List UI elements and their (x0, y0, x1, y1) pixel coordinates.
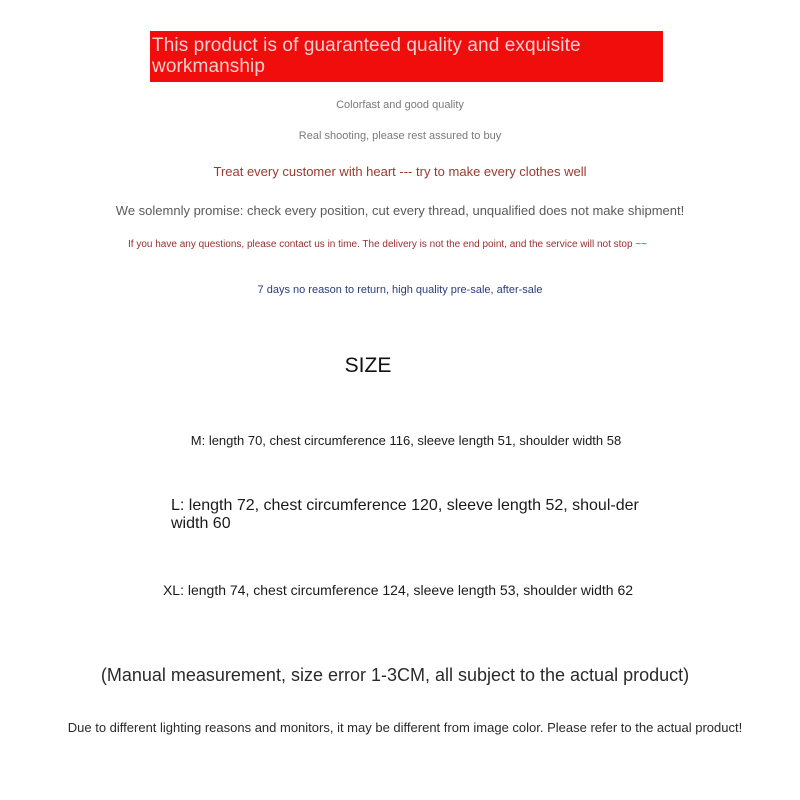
size-title: SIZE (344, 354, 392, 377)
real-shooting-text: Real shooting, please rest assured to buy (298, 130, 502, 142)
measurement-note: (Manual measurement, size error 1-3CM, all subject to the actual product) (100, 665, 690, 685)
contact-text: If you have any questions, please contact us in time. The delivery is not the end point, and the service will not stop ~~ (128, 239, 648, 250)
colorfast-text: Colorfast and good quality (336, 99, 464, 111)
size-xl-line: XL: length 74, chest circumference 124, sleeve length 53, shoulder width 62 (162, 582, 634, 598)
size-l-line: L: length 72, chest circumference 120, sleeve length 52, shoul-der width 60 (171, 497, 639, 532)
size-m-line: M: length 70, chest circumference 116, sleeve length 51, shoulder width 58 (190, 433, 622, 448)
treat-customer-text: Treat every customer with heart --- try to make every clothes well (213, 164, 587, 179)
return-policy-text: 7 days no reason to return, high quality pre-sale, after-sale (257, 284, 543, 296)
promise-text: We solemnly promise: check every position, cut every thread, unqualified does not make shipment! (115, 203, 685, 218)
lighting-note: Due to different lighting reasons and monitors, it may be different from image color. Please refer to the actual product! (67, 720, 743, 735)
quality-banner: This product is of guaranteed quality and exquisite workmanship (150, 31, 663, 82)
